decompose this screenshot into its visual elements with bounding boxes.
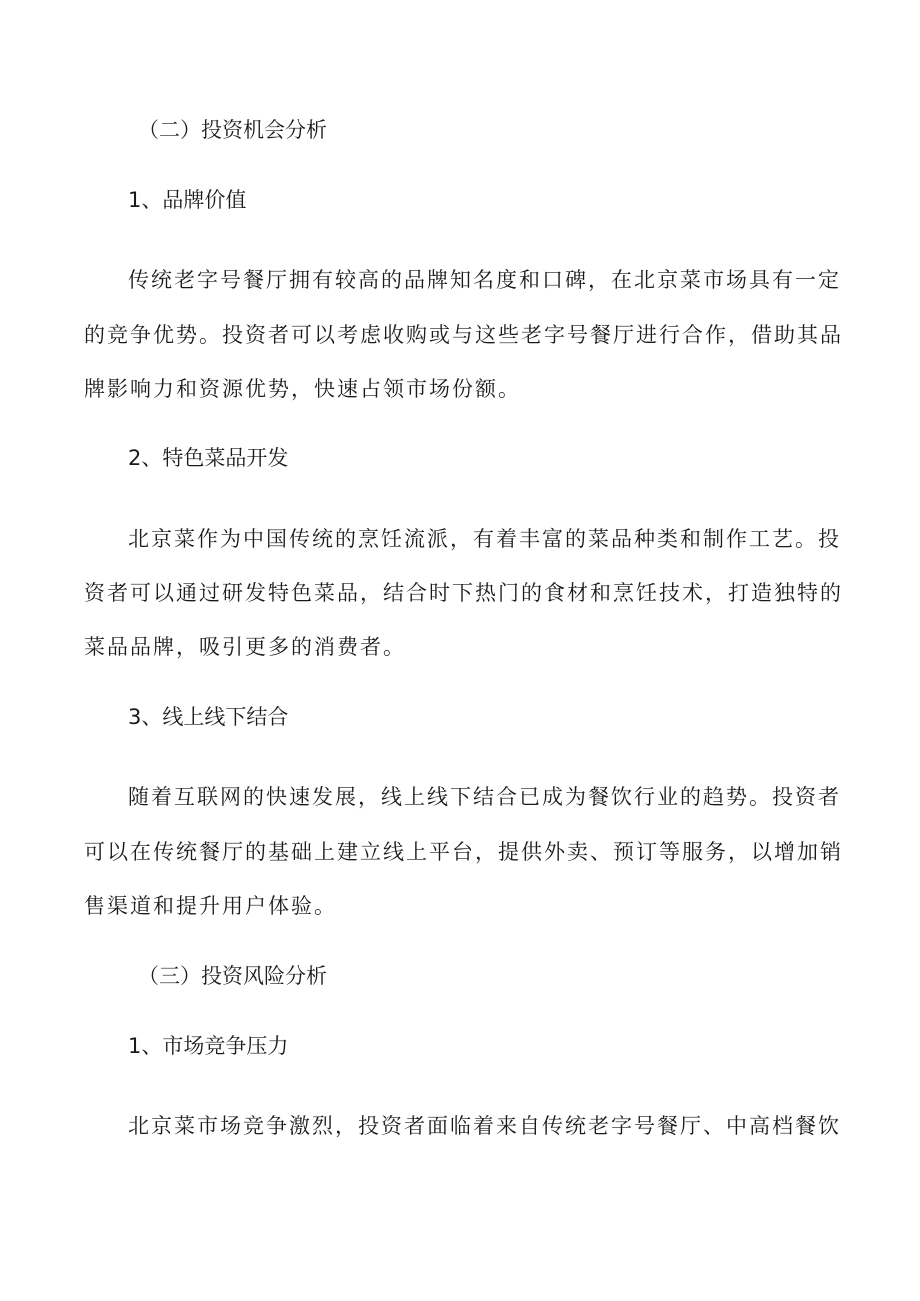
paragraph-line: 北京菜市场竞争激烈，投资者面临着来自传统老字号餐厅、中高档餐饮	[128, 1114, 841, 1138]
paragraph-line: 售渠道和提升用户体验。	[84, 894, 337, 918]
item-title-brand-value: 1、品牌价值	[128, 188, 247, 212]
item-title-market-competition: 1、市场竞争压力	[128, 1034, 289, 1058]
section-title-investment-risk: （三）投资风险分析	[138, 964, 327, 988]
paragraph-line: 菜品品牌，吸引更多的消费者。	[84, 635, 406, 659]
item-title-special-dishes: 2、特色菜品开发	[128, 446, 289, 470]
paragraph-line: 传统老字号餐厅拥有较高的品牌知名度和口碑，在北京菜市场具有一定	[128, 268, 841, 292]
paragraph-line: 北京菜作为中国传统的烹饪流派，有着丰富的菜品种类和制作工艺。投	[128, 527, 841, 551]
paragraph-line: 的竞争优势。投资者可以考虑收购或与这些老字号餐厅进行合作，借助其品	[84, 323, 843, 347]
section-title-investment-opportunity: （二）投资机会分析	[138, 118, 327, 142]
paragraph-line: 可以在传统餐厅的基础上建立线上平台，提供外卖、预订等服务，以增加销	[84, 840, 843, 864]
paragraph-line: 牌影响力和资源优势，快速占领市场份额。	[84, 377, 521, 401]
paragraph-line: 随着互联网的快速发展，线上线下结合已成为餐饮行业的趋势。投资者	[128, 785, 841, 809]
item-title-online-offline: 3、线上线下结合	[128, 705, 289, 729]
paragraph-line: 资者可以通过研发特色菜品，结合时下热门的食材和烹饪技术，打造独特的	[84, 581, 843, 605]
